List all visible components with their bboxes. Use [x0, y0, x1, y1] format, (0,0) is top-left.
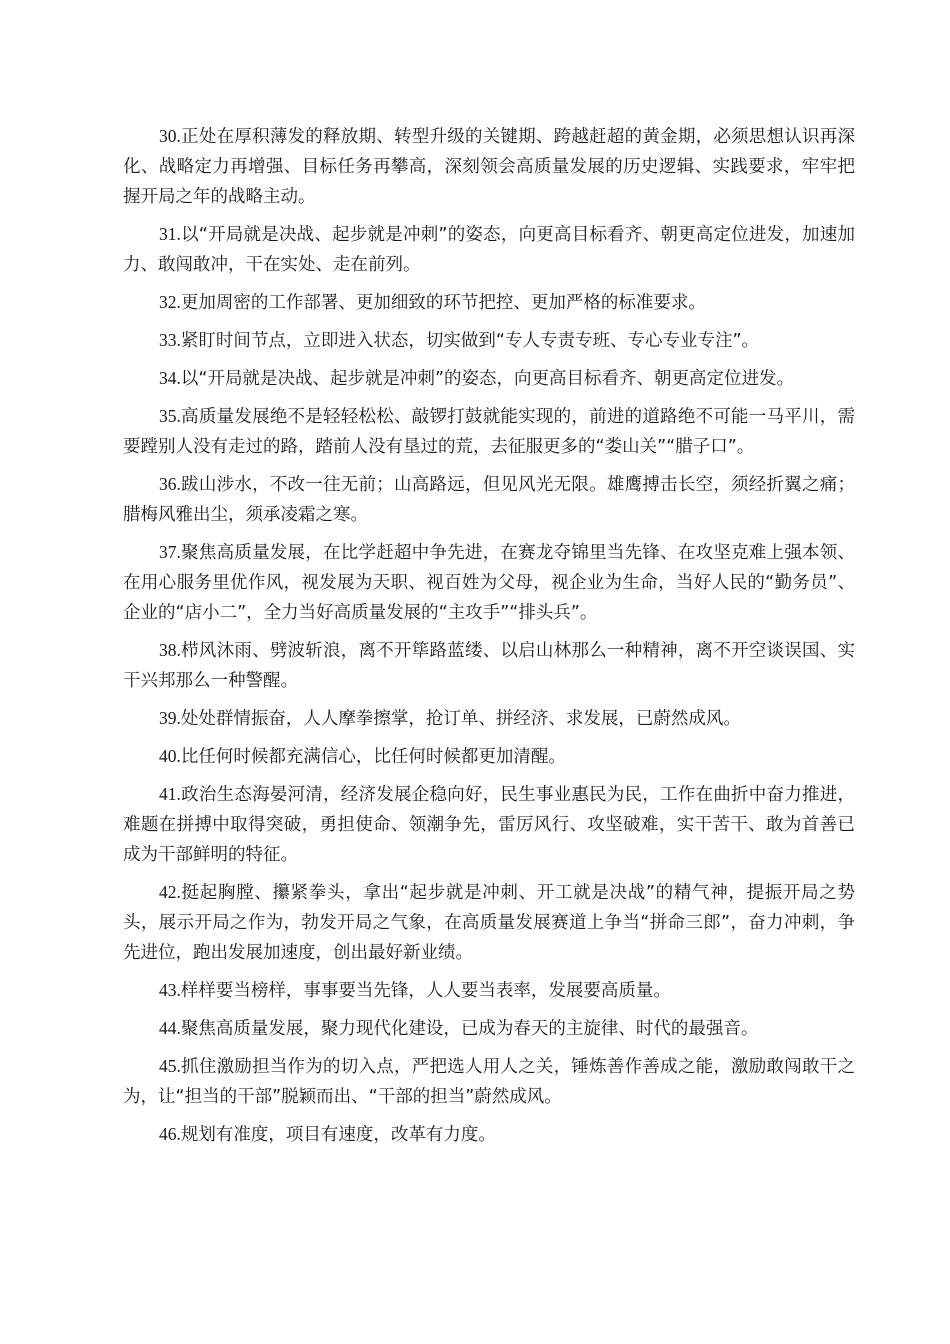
paragraph-number: 39. [159, 708, 181, 728]
paragraph-number: 31. [159, 224, 181, 244]
paragraph-text: 栉风沐雨、劈波斩浪，离不开筚路蓝缕、以启山林那么一种精神，离不开空谈误国、实干兴邦那么一种警醒。 [123, 641, 855, 691]
paragraph-39 [123, 703, 855, 734]
paragraph-42 [123, 877, 855, 968]
paragraph-41 [123, 779, 855, 870]
paragraph-text: 正处在厚积薄发的释放期、转型升级的关键期、跨越赶超的黄金期，必须思想认识再深化、战略定力再增强、目标任务再攀高，深刻领会高质量发展的历史逻辑、实践要求，牢牢把握开局之年的战略主动。 [123, 127, 855, 207]
paragraph-43 [123, 975, 855, 1006]
paragraph-number: 38. [159, 640, 181, 660]
paragraph-number: 34. [159, 368, 181, 388]
paragraph-number: 37. [159, 542, 181, 562]
paragraph-31 [123, 219, 855, 280]
paragraph-text: 紧盯时间节点，立即进入状态，切实做到“专人专责专班、专心专业专注”。 [180, 331, 760, 351]
paragraph-text: 以“开局就是决战、起步就是冲刺”的姿态，向更高目标看齐、朝更高定位进发。 [180, 369, 795, 389]
paragraph-text: 聚焦高质量发展，聚力现代化建设，已成为春天的主旋律、时代的最强音。 [180, 1019, 759, 1039]
paragraph-text: 政治生态海晏河清，经济发展企稳向好，民生事业惠民为民，工作在曲折中奋力推进，难题在拼搏中取得突破，勇担使命、领潮争先，雷厉风行、攻坚破难，实干苦干、敢为首善已成为干部鲜明的特征。 [123, 785, 855, 865]
paragraph-38 [123, 635, 855, 696]
paragraph-text: 跋山涉水，不改一往无前；山高路远，但见风光无限。雄鹰搏击长空，须经折翼之痛；腊梅风雅出尘，须承凌霜之寒。 [123, 475, 855, 525]
paragraph-46 [123, 1119, 855, 1150]
paragraph-number: 45. [159, 1056, 181, 1076]
paragraph-number: 42. [159, 882, 181, 902]
paragraph-30 [123, 121, 855, 212]
paragraph-37 [123, 537, 855, 628]
paragraph-44 [123, 1013, 855, 1044]
paragraph-35 [123, 401, 855, 462]
paragraph-text: 高质量发展绝不是轻轻松松、敲锣打鼓就能实现的，前进的道路绝不可能一马平川，需要蹚别人没有走过的路，踏前人没有垦过的荒，去征服更多的“娄山关”“腊子口”。 [123, 407, 855, 457]
paragraph-number: 41. [159, 784, 181, 804]
paragraph-text: 样样要当榜样，事事要当先锋，人人要当表率，发展要高质量。 [180, 981, 671, 1001]
paragraph-34 [123, 363, 855, 394]
paragraph-36 [123, 469, 855, 530]
paragraph-text: 比任何时候都充满信心，比任何时候都更加清醒。 [180, 747, 566, 767]
paragraph-text: 规划有准度，项目有速度，改革有力度。 [180, 1125, 496, 1145]
paragraph-number: 36. [159, 474, 181, 494]
paragraph-text: 以“开局就是决战、起步就是冲刺”的姿态，向更高目标看齐、朝更高定位进发，加速加力、敢闯敢冲，干在实处、走在前列。 [123, 225, 855, 275]
paragraph-number: 35. [159, 406, 181, 426]
paragraph-number: 46. [159, 1124, 181, 1144]
paragraph-number: 30. [159, 126, 181, 146]
paragraph-40 [123, 741, 855, 772]
paragraph-text: 抓住激励担当作为的切入点，严把选人用人之关，锤炼善作善成之能，激励敢闯敢干之为，让“担当的干部”脱颖而出、“干部的担当”蔚然成风。 [123, 1057, 855, 1107]
paragraph-text: 聚焦高质量发展，在比学赶超中争先进，在赛龙夺锦里当先锋、在攻坚克难上强本领、在用心服务里优作风，视发展为天职、视百姓为父母，视企业为生命，当好人民的“勤务员”、企业的“店小二”，全力当好高质量发展的“主攻手”“排头兵”。 [123, 543, 855, 623]
paragraph-number: 32. [159, 292, 181, 312]
paragraph-text: 更加周密的工作部署、更加细致的环节把控、更加严格的标准要求。 [180, 293, 706, 313]
paragraph-number: 33. [159, 330, 181, 350]
paragraph-33 [123, 325, 855, 356]
paragraph-45 [123, 1051, 855, 1112]
paragraph-text: 挺起胸膛、攥紧拳头，拿出“起步就是冲刺、开工就是决战”的精气神，提振开局之势头，展示开局之作为，勃发开局之气象，在高质量发展赛道上争当“拼命三郎”，奋力冲刺，争先进位，跑出发展加速度，创出最好新业绩。 [123, 883, 855, 963]
paragraph-number: 44. [159, 1018, 181, 1038]
document-body [123, 121, 855, 1157]
paragraph-text: 处处群情振奋，人人摩拳擦掌，抢订单、拼经济、求发展，已蔚然成风。 [180, 709, 741, 729]
paragraph-number: 40. [159, 746, 181, 766]
paragraph-32 [123, 287, 855, 318]
paragraph-number: 43. [159, 980, 181, 1000]
